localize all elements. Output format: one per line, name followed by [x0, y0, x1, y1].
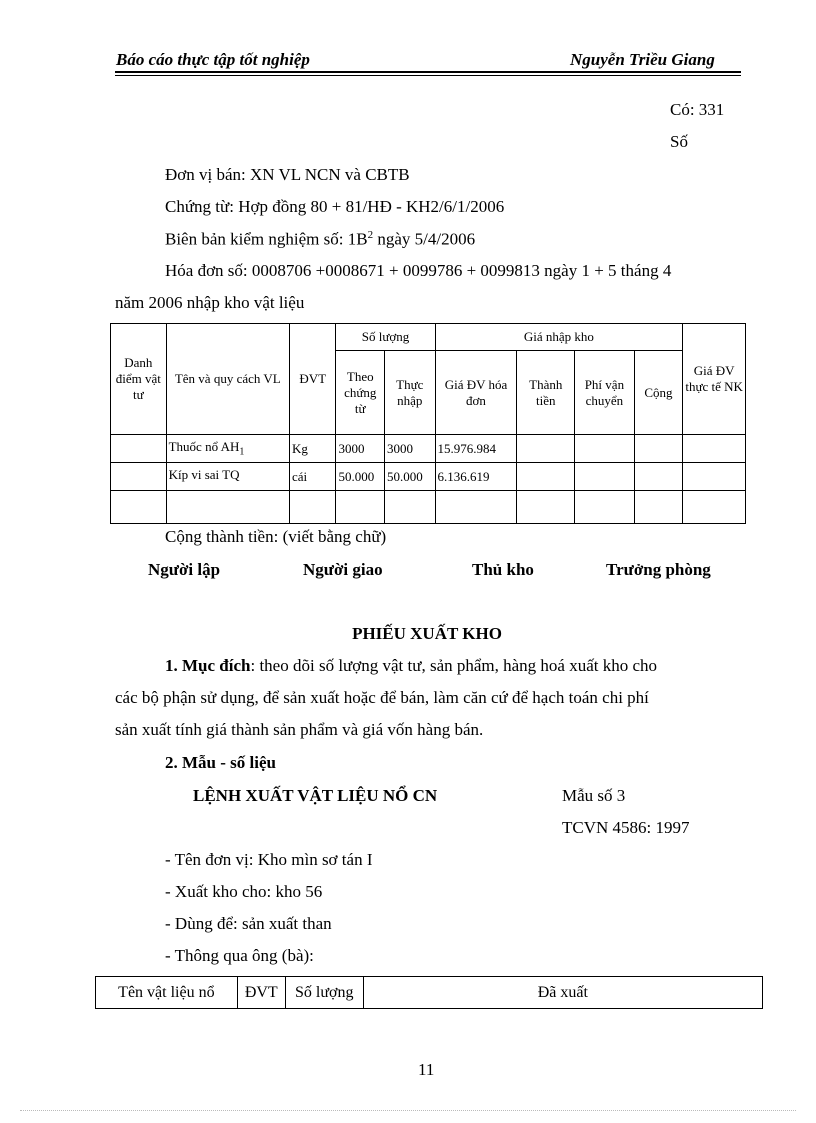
- cell-name-text: Thuốc nổ AH: [168, 439, 240, 455]
- inspection-line: [165, 229, 475, 250]
- page-number: 11: [418, 1060, 435, 1079]
- order-title: LỆNH XUẤT VẬT LIỆU NỔ CN: [193, 786, 438, 805]
- signature-preparer: Người lập: [148, 560, 221, 579]
- cell-qty-doc: 3000: [336, 435, 385, 463]
- section-title: PHIẾU XUẤT KHO: [352, 624, 502, 643]
- header-right: Nguyễn Triều Giang: [570, 50, 715, 69]
- cell-amount: [517, 491, 575, 524]
- header-amount: Thành tiền: [517, 351, 575, 435]
- cell-total: [634, 435, 683, 463]
- cell-qty-doc: 50.000: [336, 463, 385, 491]
- signature-deliverer: Người giao: [303, 560, 383, 579]
- cell-real-price: [683, 491, 746, 524]
- cell-code: [111, 435, 167, 463]
- header-name: Tên và quy cách VL: [166, 324, 289, 435]
- cell-qty-doc: [336, 491, 385, 524]
- cell-qty-real: 3000: [385, 435, 436, 463]
- cell-shipping: [575, 435, 635, 463]
- header-shipping: Phí vận chuyển: [575, 351, 635, 435]
- cell-total: [634, 491, 683, 524]
- document-line: Chứng từ: Hợp đồng 80 + 81/HĐ - KH2/6/1/2006: [165, 197, 505, 216]
- header-total: Cộng: [634, 351, 683, 435]
- cell-amount: [517, 463, 575, 491]
- purpose-label: 1. Mục đích: [165, 656, 251, 675]
- cell-qty-real: [385, 491, 436, 524]
- via-line: - Thông qua ông (bà):: [165, 946, 314, 965]
- receipt-table: [110, 323, 746, 524]
- cell-total: [634, 463, 683, 491]
- header-qty-doc: Theo chứng từ: [336, 351, 385, 435]
- table-row: [111, 491, 746, 524]
- cell-shipping: [575, 463, 635, 491]
- header-unit-price: Giá ĐV hóa đơn: [435, 351, 517, 435]
- header-exported: Đã xuất: [363, 977, 762, 1009]
- cell-unit: cái: [289, 463, 336, 491]
- cell-name: [166, 463, 289, 491]
- cell-shipping: [575, 491, 635, 524]
- purpose-text-1: : theo dõi số lượng vật tư, sản phẩm, hàng hoá xuất kho cho: [250, 656, 658, 675]
- purpose-line-1: [165, 656, 657, 676]
- cell-real-price: [683, 435, 746, 463]
- export-order-table: [95, 976, 763, 1009]
- cell-name-sub: 1: [239, 446, 245, 458]
- header-material: Tên vật liệu nổ: [96, 977, 238, 1009]
- standard-code: TCVN 4586: 1997: [562, 818, 690, 837]
- invoice-line-2: năm 2006 nhập kho vật liệu: [115, 293, 305, 312]
- header-rule: [115, 71, 741, 76]
- cell-qty-real: 50.000: [385, 463, 436, 491]
- header-quantity: Số lượng: [285, 977, 363, 1009]
- header-qty-group: Số lượng: [336, 324, 435, 351]
- seller-line: Đơn vị bán: XN VL NCN và CBTB: [165, 165, 410, 184]
- table-row: [111, 435, 746, 463]
- cell-name-text: Kíp vi sai TQ: [168, 467, 240, 483]
- inspection-suffix: ngày 5/4/2006: [373, 229, 476, 249]
- form-number: Mẫu số 3: [562, 786, 626, 805]
- cell-unit: [289, 491, 336, 524]
- unit-name-line: - Tên đơn vị: Kho mìn sơ tán I: [165, 850, 373, 869]
- cell-unit: Kg: [289, 435, 336, 463]
- inspection-prefix: Biên bản kiểm nghiệm số: 1B: [165, 229, 368, 249]
- header-code: Danh điểm vật tư: [111, 324, 167, 435]
- cell-name: [166, 435, 289, 463]
- inspection-sup: 2: [367, 229, 374, 241]
- cell-unit-price: 6.136.619: [435, 463, 517, 491]
- header-price-group: Giá nhập kho: [435, 324, 683, 351]
- sample-heading: 2. Mẫu - số liệu: [165, 753, 276, 772]
- page-bottom-rule: [20, 1110, 796, 1111]
- signature-head: Trưởng phòng: [606, 560, 711, 579]
- cell-name: [166, 491, 289, 524]
- header-real-price: Giá ĐV thực tế NK: [683, 324, 746, 435]
- cell-code: [111, 491, 167, 524]
- cell-real-price: [683, 463, 746, 491]
- purpose-line-3: sản xuất tính giá thành sản phẩm và giá vốn hàng bán.: [115, 720, 484, 739]
- header-left: Báo cáo thực tập tốt nghiệp: [116, 50, 310, 69]
- purpose-line-2: các bộ phận sử dụng, để sản xuất hoặc để bán, làm căn cứ để hạch toán chi phí: [115, 688, 649, 707]
- header-unit: ĐVT: [289, 324, 336, 435]
- cell-amount: [517, 435, 575, 463]
- usage-line: - Dùng để: sản xuất than: [165, 914, 332, 933]
- cell-code: [111, 463, 167, 491]
- total-in-words: Cộng thành tiền: (viết bằng chữ): [165, 527, 387, 546]
- cell-unit-price: 15.976.984: [435, 435, 517, 463]
- header-qty-real: Thực nhập: [385, 351, 436, 435]
- cell-unit-price: [435, 491, 517, 524]
- credit-account: Có: 331: [670, 100, 725, 119]
- export-to-line: - Xuất kho cho: kho 56: [165, 882, 323, 901]
- table-row: [111, 463, 746, 491]
- invoice-line-1: Hóa đơn số: 0008706 +0008671 + 0099786 + 0099813 ngày 1 + 5 tháng 4: [165, 261, 672, 280]
- header-unit: ĐVT: [237, 977, 285, 1009]
- signature-storekeeper: Thủ kho: [472, 560, 534, 579]
- number-label: Số: [670, 132, 688, 151]
